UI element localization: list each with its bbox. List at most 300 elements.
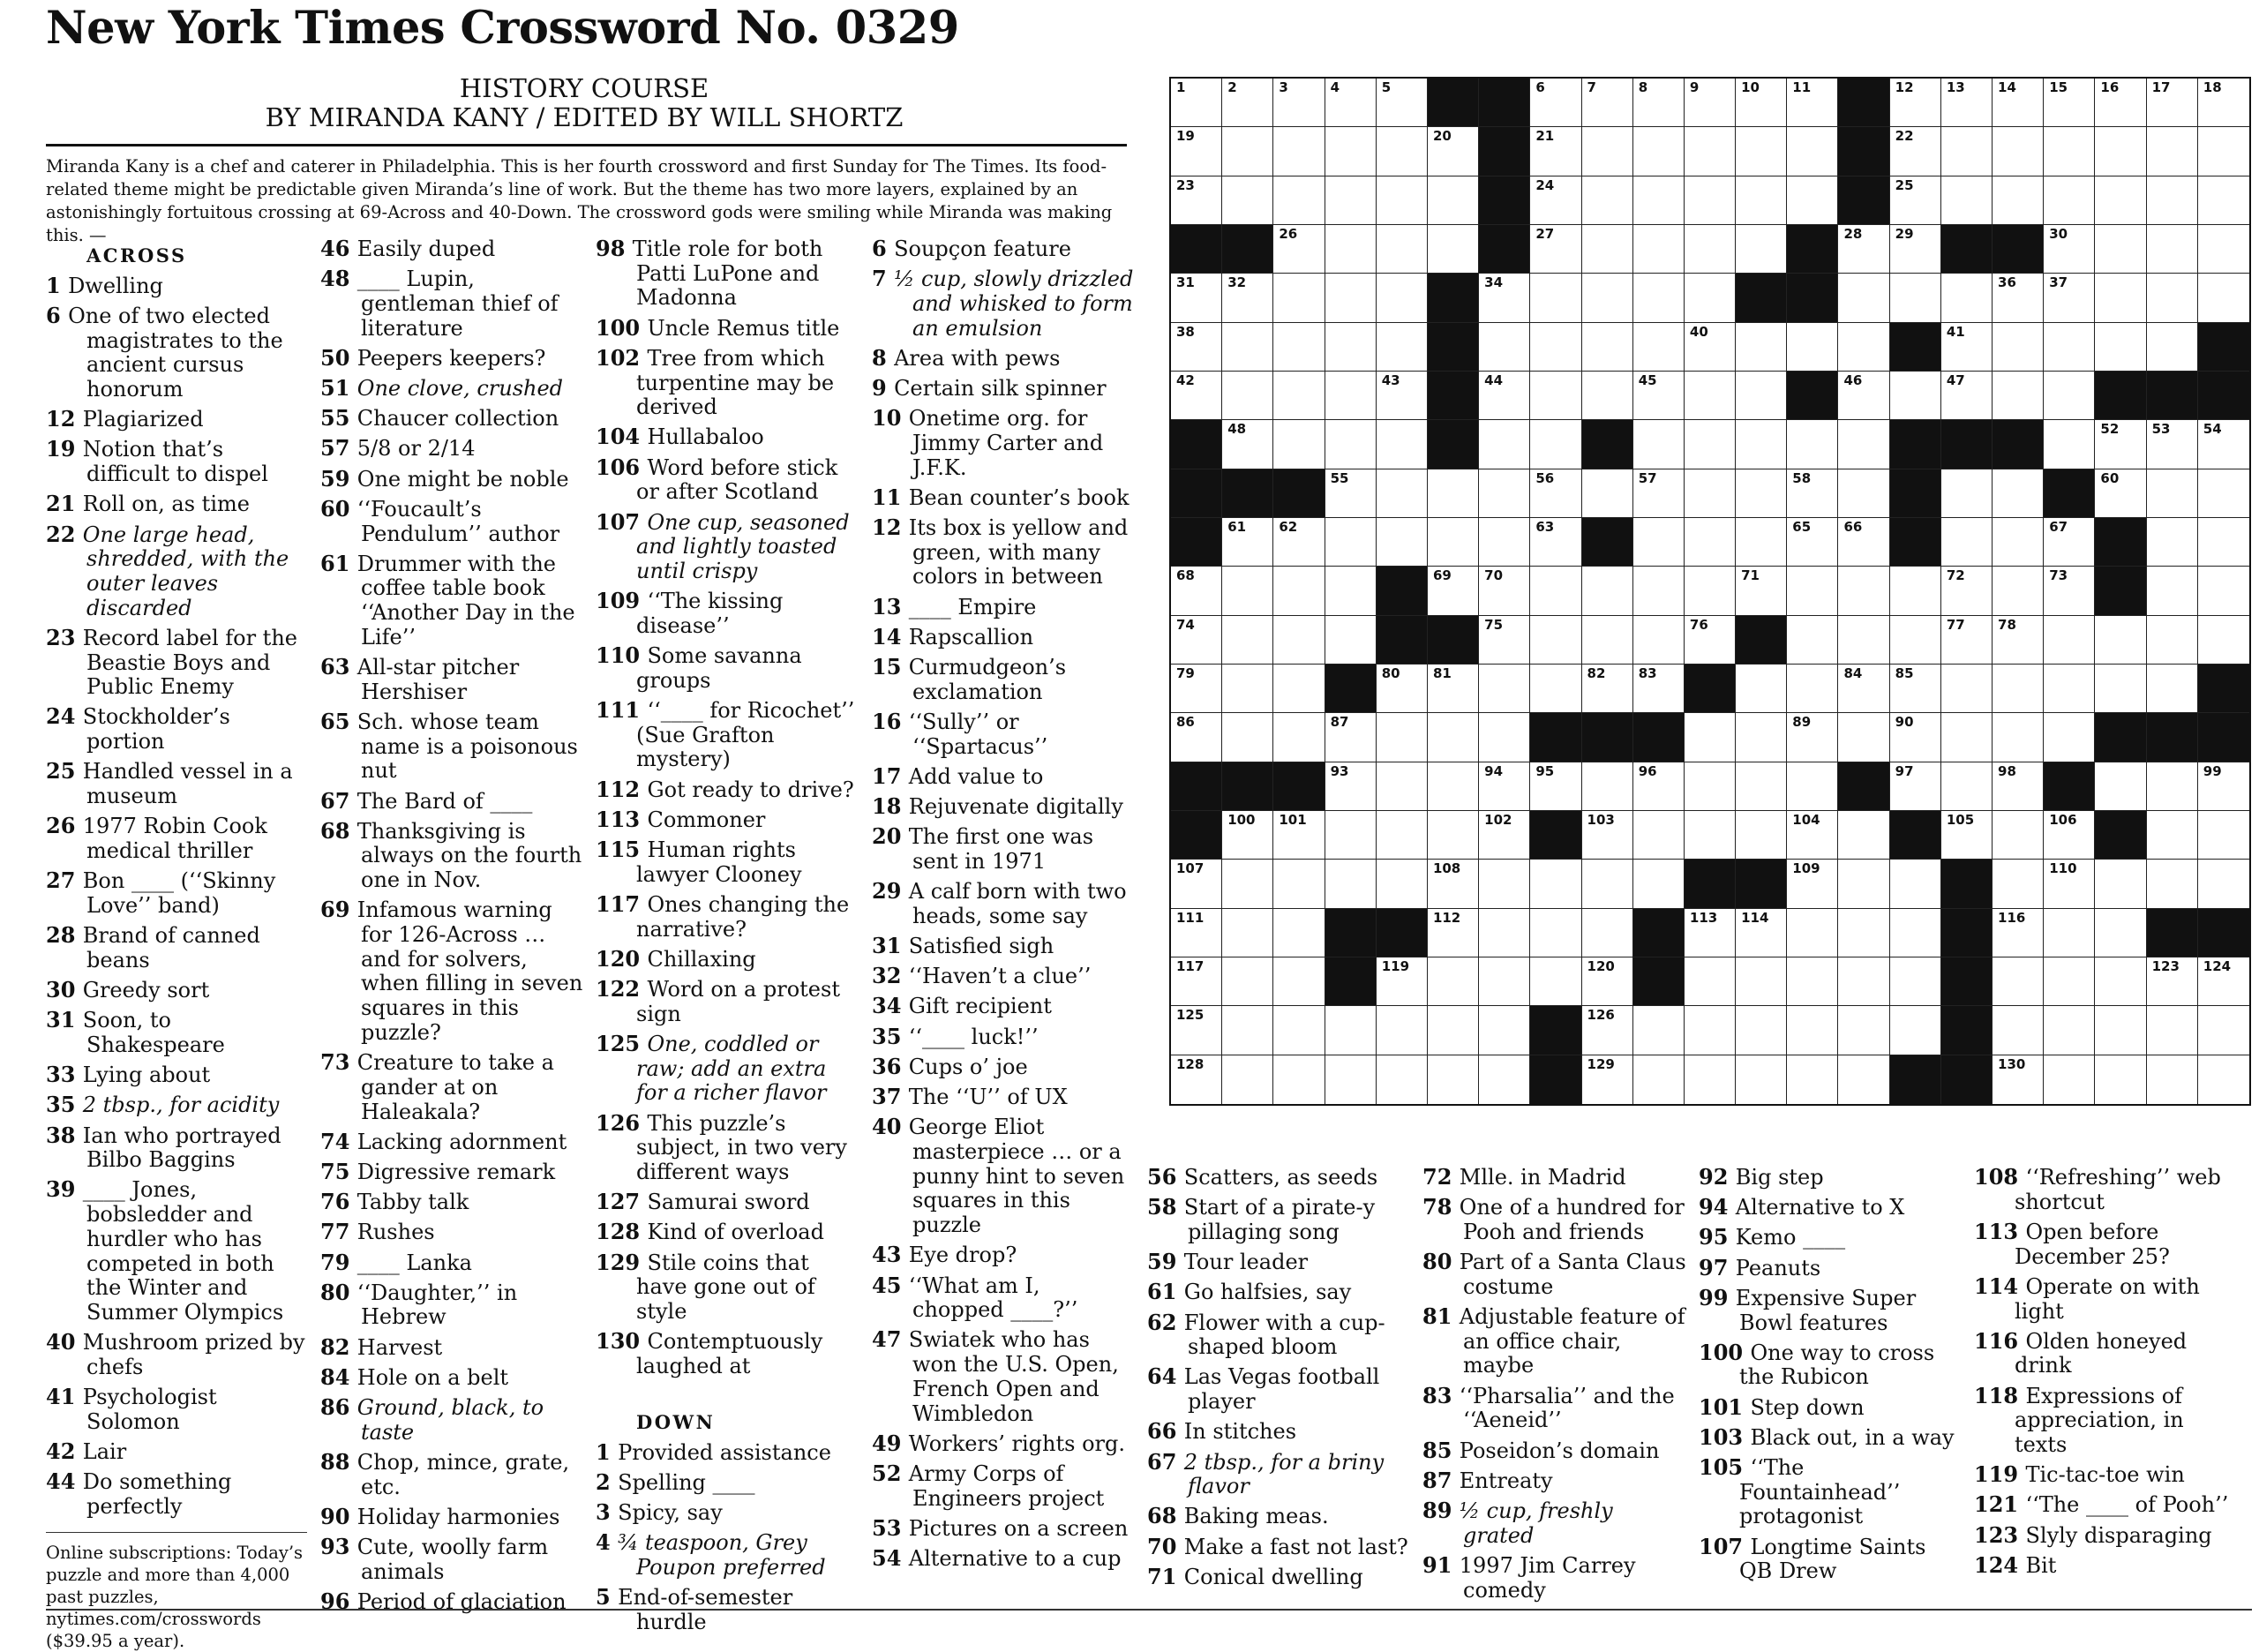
clue-item[interactable] [1974,1165,2239,1214]
grid-cell[interactable] [1479,860,1530,908]
clue-item[interactable] [1422,1468,1687,1494]
clue-item[interactable] [596,316,860,342]
grid-cell[interactable] [1479,323,1530,372]
grid-cell[interactable] [1171,567,1222,615]
grid-cell[interactable] [1787,811,1838,860]
clue-item[interactable] [872,879,1137,928]
grid-cell[interactable] [1993,713,2044,762]
grid-cell[interactable] [2044,323,2095,372]
clue-item[interactable] [872,1273,1137,1323]
clue-item[interactable] [1974,1553,2239,1579]
grid-cell[interactable] [1685,567,1736,615]
grid-cell[interactable] [2147,225,2198,274]
grid-cell[interactable] [1582,225,1633,274]
grid-cell[interactable] [1377,372,1428,420]
grid-cell[interactable] [1890,713,1941,762]
grid-cell[interactable] [1222,909,1273,957]
clue-item[interactable] [46,522,307,621]
clue-item[interactable] [320,1335,585,1361]
grid-cell[interactable] [1736,79,1787,127]
grid-cell[interactable] [1941,616,1993,665]
grid-cell[interactable] [1633,762,1685,811]
grid-cell[interactable] [1787,420,1838,469]
grid-cell[interactable] [1325,79,1377,127]
clue-item[interactable] [1422,1165,1687,1190]
grid-cell[interactable] [1685,518,1736,567]
grid-cell[interactable] [1890,616,1941,665]
clue-item[interactable] [872,346,1137,372]
clue-item[interactable] [596,643,860,693]
grid-cell[interactable] [1582,957,1633,1006]
grid-cell[interactable] [1890,127,1941,176]
clue-item[interactable] [46,437,307,486]
clue-item[interactable] [596,1032,860,1106]
grid-cell[interactable] [1736,665,1787,713]
grid-cell[interactable] [1222,616,1273,665]
clue-item[interactable] [1147,1280,1412,1305]
grid-cell[interactable] [1222,323,1273,372]
grid-cell[interactable] [1530,79,1581,127]
grid-cell[interactable] [1325,567,1377,615]
clue-item[interactable] [1422,1304,1687,1378]
grid-cell[interactable] [1273,860,1325,908]
grid-cell[interactable] [1993,616,2044,665]
grid-cell[interactable] [2044,274,2095,322]
grid-cell[interactable] [2198,616,2249,665]
clue-item[interactable] [1699,1425,1963,1451]
grid-cell[interactable] [2198,811,2249,860]
grid-cell[interactable] [1787,1055,1838,1104]
grid-cell[interactable] [1993,79,2044,127]
grid-cell[interactable] [1428,762,1479,811]
grid-cell[interactable] [1222,518,1273,567]
grid-cell[interactable] [1787,1006,1838,1055]
grid-cell[interactable] [1633,420,1685,469]
grid-cell[interactable] [1838,518,1889,567]
clue-item[interactable] [596,947,860,972]
clue-item[interactable] [1147,1310,1412,1360]
grid-cell[interactable] [1890,860,1941,908]
clue-item[interactable] [46,1008,307,1057]
clue-item[interactable] [872,655,1137,704]
grid-cell[interactable] [1890,762,1941,811]
clue-item[interactable] [46,759,307,808]
grid-cell[interactable] [1838,1006,1889,1055]
clue-item[interactable] [596,1329,860,1378]
clue-item[interactable] [46,1439,307,1465]
grid-cell[interactable] [1890,225,1941,274]
grid-cell[interactable] [1993,1055,2044,1104]
grid-cell[interactable] [2147,860,2198,908]
grid-cell[interactable] [2095,127,2146,176]
grid-cell[interactable] [1530,665,1581,713]
clue-item[interactable] [320,710,585,784]
grid-cell[interactable] [1377,225,1428,274]
grid-cell[interactable] [1222,567,1273,615]
grid-cell[interactable] [1171,665,1222,713]
clue-item[interactable] [320,1190,585,1215]
clue-item[interactable] [46,814,307,863]
grid-cell[interactable] [1941,811,1993,860]
grid-cell[interactable] [2095,420,2146,469]
grid-cell[interactable] [1993,274,2044,322]
clue-item[interactable] [872,764,1137,790]
grid-cell[interactable] [2198,176,2249,225]
grid-cell[interactable] [1428,225,1479,274]
clue-item[interactable] [1147,1535,1412,1560]
grid-cell[interactable] [1273,713,1325,762]
clue-item[interactable] [872,485,1137,511]
grid-cell[interactable] [2198,469,2249,518]
grid-cell[interactable] [1838,665,1889,713]
grid-cell[interactable] [1633,176,1685,225]
grid-cell[interactable] [1787,909,1838,957]
clue-item[interactable] [872,1546,1137,1572]
grid-cell[interactable] [1428,1006,1479,1055]
clue-item[interactable] [1422,1498,1687,1548]
grid-cell[interactable] [1890,1006,1941,1055]
grid-cell[interactable] [2044,713,2095,762]
grid-cell[interactable] [1890,274,1941,322]
grid-cell[interactable] [1736,420,1787,469]
grid-cell[interactable] [1838,860,1889,908]
grid-cell[interactable] [1993,909,2044,957]
grid-cell[interactable] [1633,79,1685,127]
clue-item[interactable] [872,934,1137,959]
grid-cell[interactable] [1325,1006,1377,1055]
grid-cell[interactable] [1838,323,1889,372]
grid-cell[interactable] [1736,176,1787,225]
grid-cell[interactable] [1273,225,1325,274]
grid-cell[interactable] [2044,665,2095,713]
clue-item[interactable] [320,497,585,546]
clue-item[interactable] [872,1055,1137,1080]
grid-cell[interactable] [1941,713,1993,762]
grid-cell[interactable] [2198,1006,2249,1055]
grid-cell[interactable] [1736,323,1787,372]
grid-cell[interactable] [1325,127,1377,176]
grid-cell[interactable] [1582,79,1633,127]
clue-item[interactable] [872,625,1137,650]
clue-item[interactable] [872,376,1137,402]
grid-cell[interactable] [1941,518,1993,567]
grid-cell[interactable] [1222,957,1273,1006]
grid-cell[interactable] [2147,1055,2198,1104]
grid-cell[interactable] [1787,518,1838,567]
clue-item[interactable] [320,1050,585,1124]
grid-cell[interactable] [2198,957,2249,1006]
grid-cell[interactable] [1171,1006,1222,1055]
grid-cell[interactable] [1325,762,1377,811]
grid-cell[interactable] [1479,909,1530,957]
clue-item[interactable] [320,467,585,492]
grid-cell[interactable] [2147,79,2198,127]
grid-cell[interactable] [1685,616,1736,665]
grid-cell[interactable] [2095,909,2146,957]
grid-cell[interactable] [1325,811,1377,860]
clue-item[interactable] [320,1395,585,1445]
clue-item[interactable] [1147,1504,1412,1529]
grid-cell[interactable] [1941,274,1993,322]
grid-cell[interactable] [1685,469,1736,518]
grid-cell[interactable] [1530,323,1581,372]
grid-cell[interactable] [1530,372,1581,420]
clue-item[interactable] [320,1220,585,1245]
grid-cell[interactable] [1633,518,1685,567]
grid-cell[interactable] [1479,616,1530,665]
clue-item[interactable] [1147,1250,1412,1275]
clue-item[interactable] [320,819,585,893]
grid-cell[interactable] [2044,225,2095,274]
clue-item[interactable] [1147,1419,1412,1445]
grid-cell[interactable] [1736,225,1787,274]
grid-cell[interactable] [1582,1006,1633,1055]
clue-item[interactable] [46,407,307,432]
clue-item[interactable] [596,346,860,420]
grid-cell[interactable] [1171,372,1222,420]
grid-cell[interactable] [1428,811,1479,860]
grid-cell[interactable] [1479,665,1530,713]
grid-cell[interactable] [1736,957,1787,1006]
grid-cell[interactable] [1838,616,1889,665]
grid-cell[interactable] [2198,518,2249,567]
grid-cell[interactable] [1838,372,1889,420]
grid-cell[interactable] [1582,909,1633,957]
clue-item[interactable] [596,455,860,505]
grid-cell[interactable] [2198,127,2249,176]
grid-cell[interactable] [1838,811,1889,860]
grid-cell[interactable] [1479,957,1530,1006]
grid-cell[interactable] [1222,1006,1273,1055]
grid-cell[interactable] [1685,1055,1736,1104]
grid-cell[interactable] [2198,567,2249,615]
clue-item[interactable] [1699,1395,1963,1421]
grid-cell[interactable] [2044,957,2095,1006]
clue-item[interactable] [320,1280,585,1330]
grid-cell[interactable] [1993,567,2044,615]
grid-cell[interactable] [1838,469,1889,518]
grid-cell[interactable] [1479,567,1530,615]
grid-cell[interactable] [1377,469,1428,518]
grid-cell[interactable] [1838,420,1889,469]
clue-item[interactable] [320,376,585,402]
grid-cell[interactable] [2198,420,2249,469]
clue-item[interactable] [872,515,1137,589]
grid-cell[interactable] [1377,274,1428,322]
clue-item[interactable] [320,1535,585,1584]
grid-cell[interactable] [2095,79,2146,127]
grid-cell[interactable] [1325,274,1377,322]
clue-item[interactable] [320,436,585,462]
clue-item[interactable] [320,1160,585,1185]
grid-cell[interactable] [1222,79,1273,127]
clue-item[interactable] [1422,1384,1687,1433]
clue-item[interactable] [872,237,1137,262]
clue-item[interactable] [596,1530,860,1580]
grid-cell[interactable] [1993,127,2044,176]
grid-cell[interactable] [1787,762,1838,811]
grid-cell[interactable] [1479,1055,1530,1104]
clue-item[interactable] [596,424,860,450]
grid-cell[interactable] [1171,176,1222,225]
clue-item[interactable] [872,794,1137,820]
grid-cell[interactable] [1890,176,1941,225]
grid-cell[interactable] [1582,127,1633,176]
grid-cell[interactable] [1787,323,1838,372]
grid-cell[interactable] [1222,176,1273,225]
grid-cell[interactable] [1325,1055,1377,1104]
grid-cell[interactable] [1479,762,1530,811]
grid-cell[interactable] [1273,176,1325,225]
grid-cell[interactable] [2044,1055,2095,1104]
grid-cell[interactable] [1941,469,1993,518]
grid-cell[interactable] [1377,860,1428,908]
grid-cell[interactable] [1273,127,1325,176]
grid-cell[interactable] [1428,567,1479,615]
grid-cell[interactable] [1787,79,1838,127]
clue-item[interactable] [1147,1165,1412,1190]
grid-cell[interactable] [1273,79,1325,127]
grid-cell[interactable] [1377,811,1428,860]
grid-cell[interactable] [1633,567,1685,615]
grid-cell[interactable] [1428,469,1479,518]
grid-cell[interactable] [2147,420,2198,469]
clue-item[interactable] [596,977,860,1026]
grid-cell[interactable] [1377,762,1428,811]
grid-cell[interactable] [1479,274,1530,322]
clue-item[interactable] [320,552,585,650]
grid-cell[interactable] [2095,957,2146,1006]
clue-item[interactable] [46,1177,307,1325]
grid-cell[interactable] [1377,665,1428,713]
grid-cell[interactable] [1838,1055,1889,1104]
grid-cell[interactable] [1890,957,1941,1006]
grid-cell[interactable] [2147,127,2198,176]
grid-cell[interactable] [1530,518,1581,567]
clue-item[interactable] [1422,1438,1687,1464]
grid-cell[interactable] [2147,957,2198,1006]
clue-item[interactable] [596,1440,860,1466]
clue-item[interactable] [46,1330,307,1379]
grid-cell[interactable] [1685,79,1736,127]
grid-cell[interactable] [1273,518,1325,567]
grid-cell[interactable] [1222,1055,1273,1104]
grid-cell[interactable] [1171,957,1222,1006]
grid-cell[interactable] [1325,469,1377,518]
grid-cell[interactable] [1736,518,1787,567]
grid-cell[interactable] [1633,372,1685,420]
grid-cell[interactable] [1633,323,1685,372]
grid-cell[interactable] [2147,811,2198,860]
grid-cell[interactable] [1428,1055,1479,1104]
grid-cell[interactable] [1941,665,1993,713]
grid-cell[interactable] [1325,860,1377,908]
clue-item[interactable] [320,1365,585,1391]
grid-cell[interactable] [1787,860,1838,908]
clue-item[interactable] [1699,1256,1963,1281]
grid-cell[interactable] [1633,1055,1685,1104]
grid-cell[interactable] [2147,665,2198,713]
clue-item[interactable] [1699,1340,1963,1390]
grid-cell[interactable] [1736,127,1787,176]
grid-cell[interactable] [2044,79,2095,127]
grid-cell[interactable] [1222,713,1273,762]
clue-item[interactable] [46,626,307,700]
grid-cell[interactable] [1582,176,1633,225]
grid-cell[interactable] [2044,616,2095,665]
clue-item[interactable] [596,1250,860,1325]
grid-cell[interactable] [1530,762,1581,811]
grid-cell[interactable] [1273,1055,1325,1104]
grid-cell[interactable] [2095,762,2146,811]
grid-cell[interactable] [1325,518,1377,567]
grid-cell[interactable] [1325,616,1377,665]
grid-cell[interactable] [2044,372,2095,420]
clue-item[interactable] [596,237,860,311]
grid-cell[interactable] [1582,469,1633,518]
grid-cell[interactable] [1171,616,1222,665]
grid-cell[interactable] [1325,420,1377,469]
grid-cell[interactable] [1273,274,1325,322]
grid-cell[interactable] [1377,79,1428,127]
grid-cell[interactable] [1685,420,1736,469]
grid-cell[interactable] [1325,713,1377,762]
grid-cell[interactable] [1479,713,1530,762]
grid-cell[interactable] [1171,713,1222,762]
grid-cell[interactable] [1530,616,1581,665]
grid-cell[interactable] [1222,420,1273,469]
clue-item[interactable] [46,1063,307,1088]
grid-cell[interactable] [1377,713,1428,762]
grid-cell[interactable] [1222,274,1273,322]
grid-cell[interactable] [1633,127,1685,176]
grid-cell[interactable] [2044,909,2095,957]
grid-cell[interactable] [1377,176,1428,225]
grid-cell[interactable] [1582,372,1633,420]
clue-item[interactable] [46,868,307,918]
grid-cell[interactable] [1530,127,1581,176]
grid-cell[interactable] [1171,909,1222,957]
grid-cell[interactable] [1736,762,1787,811]
grid-cell[interactable] [1377,957,1428,1006]
grid-cell[interactable] [1479,1006,1530,1055]
grid-cell[interactable] [1582,860,1633,908]
grid-cell[interactable] [1582,665,1633,713]
grid-cell[interactable] [1222,665,1273,713]
clue-item[interactable] [46,1123,307,1173]
clue-item[interactable] [596,698,860,772]
grid-cell[interactable] [1222,811,1273,860]
grid-cell[interactable] [1736,1006,1787,1055]
grid-cell[interactable] [1685,811,1736,860]
grid-cell[interactable] [1273,372,1325,420]
grid-cell[interactable] [1222,372,1273,420]
grid-cell[interactable] [1530,957,1581,1006]
grid-cell[interactable] [1428,127,1479,176]
grid-cell[interactable] [1993,323,2044,372]
clue-item[interactable] [320,1250,585,1276]
grid-cell[interactable] [2095,274,2146,322]
grid-cell[interactable] [1685,274,1736,322]
grid-cell[interactable] [1273,1006,1325,1055]
grid-cell[interactable] [1222,860,1273,908]
grid-cell[interactable] [1787,957,1838,1006]
grid-cell[interactable] [1633,665,1685,713]
grid-cell[interactable] [2095,616,2146,665]
grid-cell[interactable] [2147,762,2198,811]
grid-cell[interactable] [1787,127,1838,176]
grid-cell[interactable] [1941,79,1993,127]
